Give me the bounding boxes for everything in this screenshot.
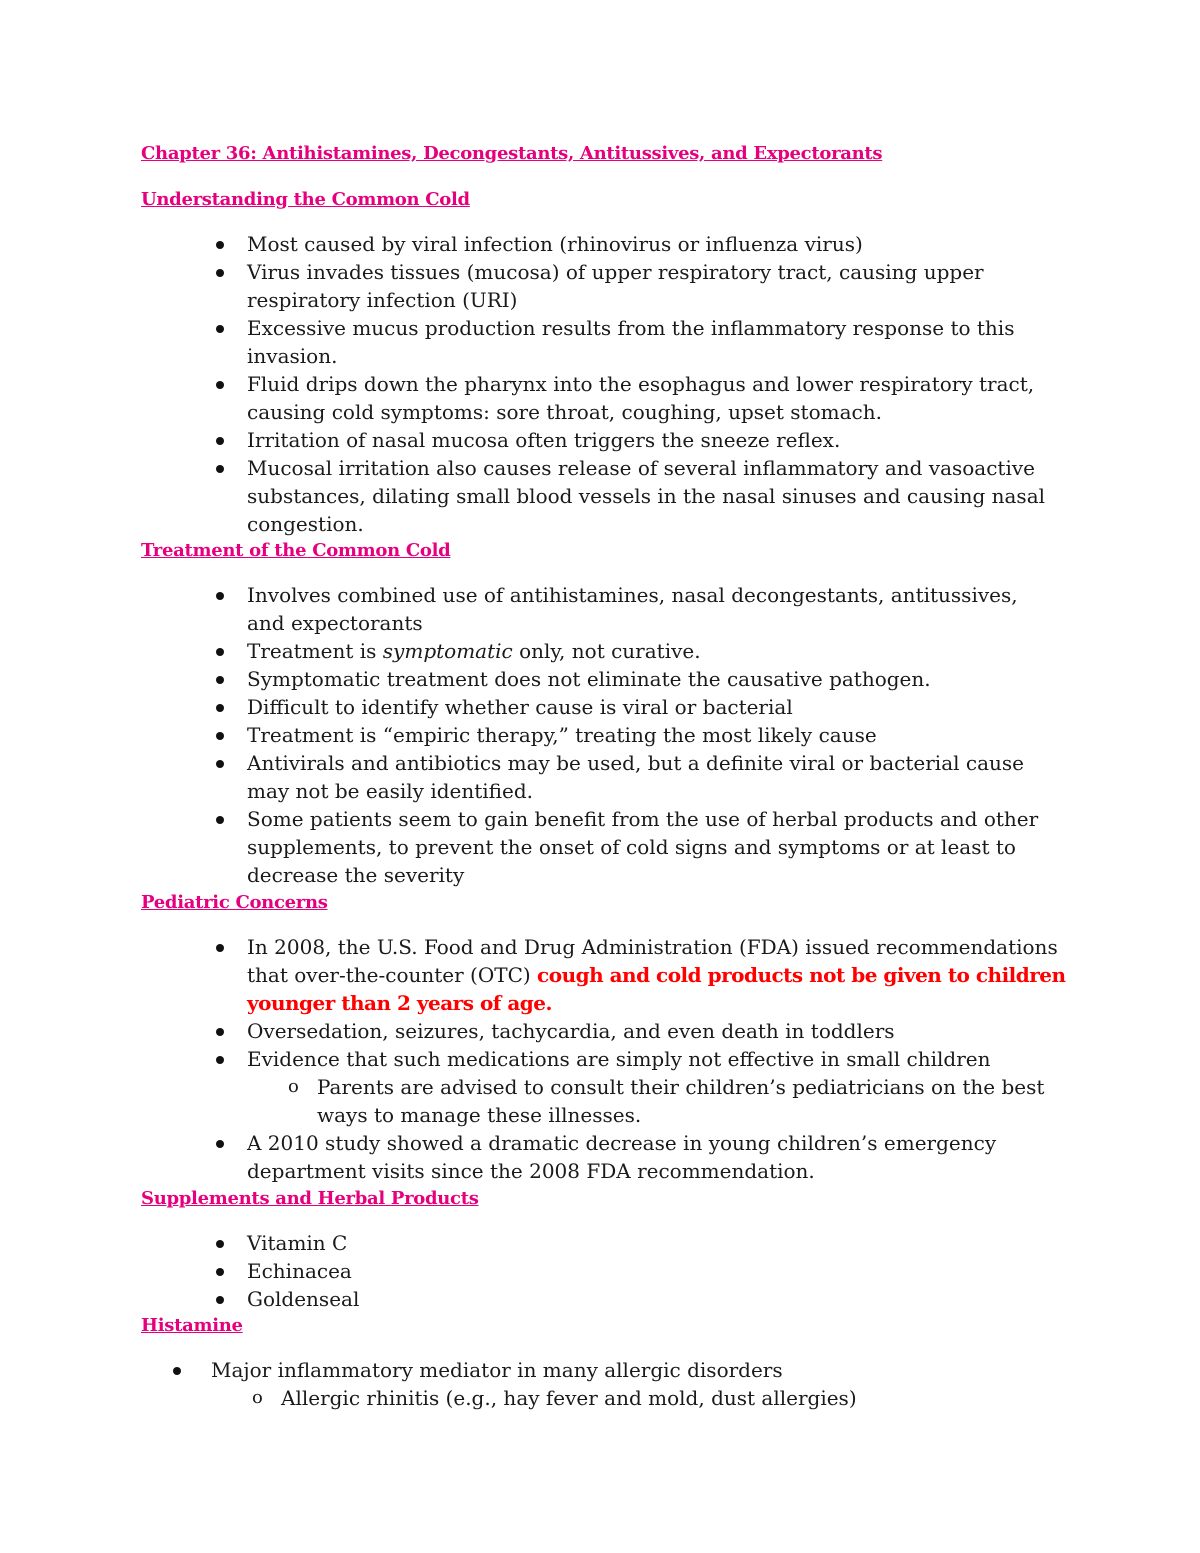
bullet-icon [216,241,224,249]
bullet-icon [216,648,224,656]
list-item: Symptomatic treatment does not eliminate the causative pathogen. [247,665,1047,693]
bullet-icon [216,1140,224,1148]
bullet-icon [216,760,224,768]
list-item: Oversedation, seizures, tachycardia, and even death in toddlers [247,1017,1077,1045]
bullet-icon [216,269,224,277]
cold-list [247,230,1067,538]
list-item: Involves combined use of antihistamines, nasal decongestants, antitussives, and expectorants [247,581,1047,637]
list-item: Major inflammatory mediator in many allergic disorders [211,1356,1071,1384]
treatment-list [247,581,1047,889]
list-item: Most caused by viral infection (rhinovirus or influenza virus) [247,230,1067,258]
bullet-icon [216,704,224,712]
bullet-icon [216,732,224,740]
supplements-list [247,1229,847,1313]
bullet-icon [216,676,224,684]
list-item: Excessive mucus production results from the inflammatory response to this invasion. [247,314,1067,370]
list-item: Evidence that such medications are simply not effective in small children [247,1045,1077,1073]
list-item: Treatment is “empiric therapy,” treating the most likely cause [247,721,1047,749]
list-item: Vitamin C [247,1229,847,1257]
bullet-icon [173,1367,181,1375]
bullet-icon [216,381,224,389]
section-heading-histamine: Histamine [141,1315,243,1336]
sub-list-item: o Allergic rhinitis (e.g., hay fever and mold, dust allergies) [252,1386,857,1410]
bullet-icon [216,465,224,473]
bullet-icon [216,1268,224,1276]
list-item: In 2008, the U.S. Food and Drug Administration (FDA) issued recommendations that over-the-counter (OTC) cough and cold products not be given to children younger than 2 years of age. [247,933,1077,1017]
list-item: A 2010 study showed a dramatic decrease in young children’s emergency department visits since the 2008 FDA recommendation. [247,1129,1077,1185]
bullet-icon [216,816,224,824]
bullet-icon [216,1056,224,1064]
sub-bullet-icon: o [252,1387,263,1408]
section-heading-treatment: Treatment of the Common Cold [141,540,451,561]
list-item: Goldenseal [247,1285,847,1313]
bullet-icon [216,944,224,952]
section-heading-supplements: Supplements and Herbal Products [141,1188,479,1209]
pediatric-list [247,933,1077,1185]
bullet-icon [216,325,224,333]
emphasis-text: cough and cold products not be given to children younger than 2 years of age. [247,963,1066,1015]
section-heading-pediatric: Pediatric Concerns [141,892,328,913]
list-item: Antivirals and antibiotics may be used, but a definite viral or bacterial cause may not be easily identified. [247,749,1047,805]
bullet-icon [216,1240,224,1248]
bullet-icon [216,1028,224,1036]
histamine-list [211,1356,1071,1412]
sub-bullet-icon: o [288,1076,299,1097]
chapter-title: Chapter 36: Antihistamines, Decongestants, Antitussives, and Expectorants [141,143,883,164]
bullet-icon [216,592,224,600]
list-item: Fluid drips down the pharynx into the esophagus and lower respiratory tract, causing cold symptoms: sore throat, coughing, upset stomach. [247,370,1067,426]
bullet-icon [216,437,224,445]
list-item: Irritation of nasal mucosa often triggers the sneeze reflex. [247,426,1067,454]
list-item: Mucosal irritation also causes release of several inflammatory and vasoactive substances, dilating small blood vessels in the nasal sinuses and causing nasal congestion. [247,454,1067,538]
sub-list-item: o Parents are advised to consult their children’s pediatricians on the best ways to manage these illnesses. [288,1075,1045,1127]
list-item: Treatment is symptomatic only, not curative. [247,637,1047,665]
list-item: Some patients seem to gain benefit from the use of herbal products and other supplements, to prevent the onset of cold signs and symptoms or at least to decrease the severity [247,805,1047,889]
section-heading-cold: Understanding the Common Cold [141,189,470,210]
bullet-icon [216,1296,224,1304]
list-item: Virus invades tissues (mucosa) of upper respiratory tract, causing upper respiratory infection (URI) [247,258,1067,314]
list-item: Echinacea [247,1257,847,1285]
list-item: Difficult to identify whether cause is viral or bacterial [247,693,1047,721]
